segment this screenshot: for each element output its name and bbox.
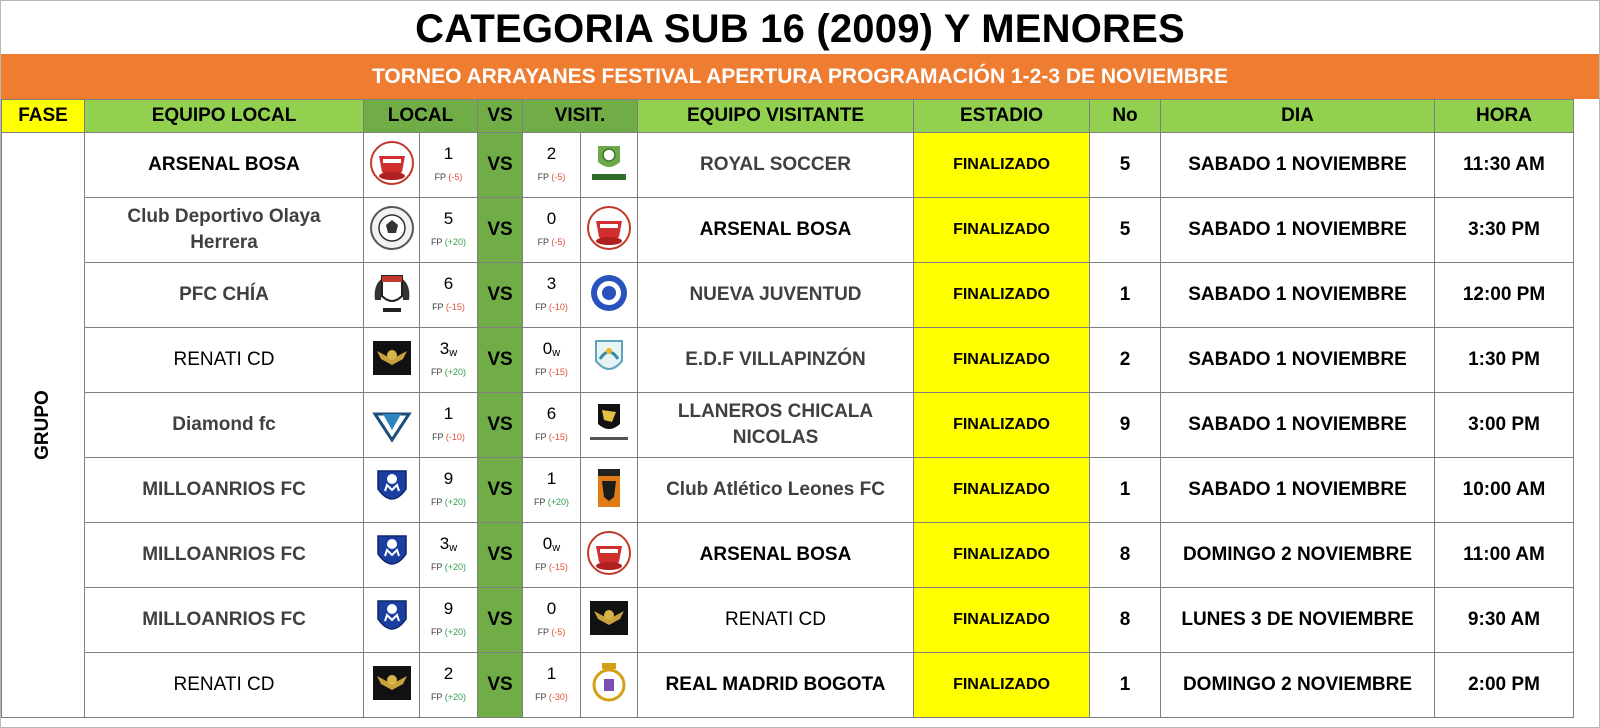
fp-label: FP <box>434 171 446 182</box>
local-fp-value: (+20) <box>444 366 467 377</box>
visit-fair-play <box>523 429 580 445</box>
diamond-fc-crest-icon <box>369 400 415 451</box>
visit-fair-play <box>523 559 580 575</box>
nueva-juventud-crest-icon <box>586 270 632 321</box>
fp-label: FP <box>430 626 443 637</box>
estadio-status: FINALIZADO <box>914 263 1090 328</box>
arsenal-bosa-crest-icon <box>586 205 632 256</box>
pfc-chia-crest-icon <box>369 270 415 321</box>
villapinzon-crest-icon <box>586 335 632 386</box>
fp-label: FP <box>430 236 443 247</box>
fp-label: FP <box>535 431 547 442</box>
local-score-value: 1 <box>443 403 454 423</box>
tournament-subtitle: TORNEO ARRAYANES FESTIVAL APERTURA PROGRAMACIÓN 1-2-3 DE NOVIEMBRE <box>1 54 1599 99</box>
fp-label: FP <box>432 431 444 442</box>
visit-fp-value: (-15) <box>548 561 568 572</box>
visit-score-value: 3 <box>546 273 557 293</box>
visit-team-name: Club Atlético Leones FC <box>638 458 914 523</box>
local-crest-cell <box>364 198 420 263</box>
local-fair-play <box>420 299 477 315</box>
local-crest-cell <box>364 458 420 523</box>
visit-crest-cell <box>581 133 638 198</box>
local-crest-cell <box>364 133 420 198</box>
visit-team-name: E.D.F VILLAPINZÓN <box>638 328 914 393</box>
local-score <box>420 273 477 296</box>
local-team-name: Diamond fc <box>85 393 364 458</box>
visit-score-value: 1 <box>546 468 557 488</box>
visit-team-name: ARSENAL BOSA <box>638 523 914 588</box>
local-score-value: 5 <box>443 208 454 228</box>
local-fair-play <box>420 234 477 250</box>
fp-label: FP <box>430 366 443 377</box>
visit-fp-value: (-5) <box>551 626 566 637</box>
fp-label: FP <box>535 691 547 702</box>
visit-score <box>523 273 580 296</box>
fase-label: GRUPO <box>32 390 53 460</box>
fase-cell <box>2 133 85 718</box>
vs-cell: VS <box>478 263 523 328</box>
match-day: SABADO 1 NOVIEMBRE <box>1161 263 1435 328</box>
local-score-value: 9 <box>443 468 454 488</box>
local-walkover-mark: w <box>449 346 458 359</box>
match-time: 11:00 AM <box>1435 523 1574 588</box>
fp-label: FP <box>430 496 443 507</box>
local-score-cell <box>420 458 478 523</box>
local-fair-play <box>420 364 477 380</box>
match-day: SABADO 1 NOVIEMBRE <box>1161 458 1435 523</box>
match-number: 9 <box>1090 393 1161 458</box>
fp-label: FP <box>533 496 546 507</box>
fp-label: FP <box>430 691 443 702</box>
visit-team-name: ARSENAL BOSA <box>638 198 914 263</box>
visit-crest-cell <box>581 328 638 393</box>
match-row <box>2 198 1574 263</box>
local-score-value: 2 <box>443 663 454 683</box>
match-time: 3:30 PM <box>1435 198 1574 263</box>
vs-cell: VS <box>478 198 523 263</box>
leones-crest-icon <box>586 465 632 516</box>
local-score-value: 1 <box>443 143 454 163</box>
header-vs: VS <box>478 100 523 133</box>
local-fp-value: (+20) <box>444 496 467 507</box>
match-time: 9:30 AM <box>1435 588 1574 653</box>
visit-score-value: 6 <box>546 403 557 423</box>
match-number: 1 <box>1090 458 1161 523</box>
visit-score <box>523 598 580 621</box>
match-day: DOMINGO 2 NOVIEMBRE <box>1161 653 1435 718</box>
visit-score-cell <box>523 653 581 718</box>
vs-cell: VS <box>478 328 523 393</box>
visit-score-value: 1 <box>546 663 557 683</box>
visit-crest-cell <box>581 458 638 523</box>
visit-score <box>523 143 580 166</box>
local-score <box>420 533 477 556</box>
local-fair-play <box>420 689 477 705</box>
local-fair-play <box>420 559 477 575</box>
header-fase: FASE <box>2 100 85 133</box>
renati-cd-crest-icon <box>369 660 415 711</box>
local-score <box>420 598 477 621</box>
local-score-cell <box>420 588 478 653</box>
visit-fp-value: (-5) <box>551 171 566 182</box>
header-row <box>2 100 1574 133</box>
match-number: 2 <box>1090 328 1161 393</box>
local-crest-cell <box>364 653 420 718</box>
visit-team-name: ROYAL SOCCER <box>638 133 914 198</box>
visit-fp-value: (-15) <box>548 366 568 377</box>
local-score <box>420 468 477 491</box>
local-crest-cell <box>364 588 420 653</box>
visit-score-cell <box>523 393 581 458</box>
fp-label: FP <box>535 301 547 312</box>
match-time: 3:00 PM <box>1435 393 1574 458</box>
visit-score <box>523 338 580 361</box>
local-score-cell <box>420 198 478 263</box>
match-table <box>1 99 1574 718</box>
visit-fp-value: (-30) <box>548 691 568 702</box>
royal-soccer-crest-icon <box>586 140 632 191</box>
local-team-name: RENATI CD <box>85 328 364 393</box>
local-score <box>420 208 477 231</box>
fp-label: FP <box>430 561 443 572</box>
visit-score-cell <box>523 523 581 588</box>
visit-score <box>523 533 580 556</box>
match-time: 1:30 PM <box>1435 328 1574 393</box>
match-number: 8 <box>1090 523 1161 588</box>
match-rows <box>2 133 1574 718</box>
local-score <box>420 663 477 686</box>
local-team-name: MILLOANRIOS FC <box>85 523 364 588</box>
header-no: No <box>1090 100 1161 133</box>
fp-label: FP <box>535 561 547 572</box>
local-score-cell <box>420 263 478 328</box>
millonarios-crest-icon <box>369 595 415 646</box>
header-equipo-local: EQUIPO LOCAL <box>85 100 364 133</box>
local-score-cell <box>420 133 478 198</box>
visit-fair-play <box>523 364 580 380</box>
local-score-cell <box>420 328 478 393</box>
visit-fair-play <box>523 299 580 315</box>
match-day: SABADO 1 NOVIEMBRE <box>1161 133 1435 198</box>
local-fair-play <box>420 494 477 510</box>
match-day: DOMINGO 2 NOVIEMBRE <box>1161 523 1435 588</box>
visit-score-cell <box>523 588 581 653</box>
visit-crest-cell <box>581 393 638 458</box>
local-crest-cell <box>364 263 420 328</box>
match-row <box>2 328 1574 393</box>
header-dia: DIA <box>1161 100 1435 133</box>
match-number: 8 <box>1090 588 1161 653</box>
visit-team-name: LLANEROS CHICALA NICOLAS <box>638 393 914 458</box>
visit-score-value: 0 <box>546 208 557 228</box>
local-score <box>420 403 477 426</box>
header-visit: VISIT. <box>523 100 638 133</box>
local-fp-value: (+20) <box>444 626 467 637</box>
local-fp-value: (-15) <box>445 301 465 312</box>
estadio-status: FINALIZADO <box>914 133 1090 198</box>
fp-label: FP <box>537 236 549 247</box>
visit-fair-play <box>523 494 580 510</box>
match-time: 10:00 AM <box>1435 458 1574 523</box>
local-fp-value: (-10) <box>445 431 465 442</box>
fp-label: FP <box>537 626 549 637</box>
visit-fair-play <box>523 689 580 705</box>
local-team-name: MILLOANRIOS FC <box>85 458 364 523</box>
local-score-cell <box>420 523 478 588</box>
local-score-value: 6 <box>443 273 454 293</box>
vs-cell: VS <box>478 653 523 718</box>
local-fp-value: (+20) <box>444 236 467 247</box>
estadio-status: FINALIZADO <box>914 588 1090 653</box>
fp-label: FP <box>535 366 547 377</box>
header-hora: HORA <box>1435 100 1574 133</box>
match-row <box>2 653 1574 718</box>
visit-crest-cell <box>581 263 638 328</box>
local-walkover-mark: w <box>449 541 458 554</box>
match-row <box>2 523 1574 588</box>
local-score-value: 3 <box>439 533 450 553</box>
match-day: SABADO 1 NOVIEMBRE <box>1161 393 1435 458</box>
match-day: SABADO 1 NOVIEMBRE <box>1161 328 1435 393</box>
visit-fair-play <box>523 624 580 640</box>
visit-score-cell <box>523 458 581 523</box>
visit-score-cell <box>523 133 581 198</box>
vs-cell: VS <box>478 393 523 458</box>
match-row <box>2 588 1574 653</box>
local-fair-play <box>420 624 477 640</box>
estadio-status: FINALIZADO <box>914 458 1090 523</box>
match-number: 5 <box>1090 133 1161 198</box>
match-row <box>2 458 1574 523</box>
visit-team-name: RENATI CD <box>638 588 914 653</box>
renati-cd-crest-icon <box>586 595 632 646</box>
local-fp-value: (-5) <box>448 171 463 182</box>
estadio-status: FINALIZADO <box>914 393 1090 458</box>
vs-cell: VS <box>478 133 523 198</box>
match-number: 1 <box>1090 263 1161 328</box>
fp-label: FP <box>432 301 444 312</box>
visit-crest-cell <box>581 653 638 718</box>
visit-team-name: REAL MADRID BOGOTA <box>638 653 914 718</box>
local-fair-play <box>420 169 477 185</box>
visit-crest-cell <box>581 198 638 263</box>
match-time: 2:00 PM <box>1435 653 1574 718</box>
match-day: SABADO 1 NOVIEMBRE <box>1161 198 1435 263</box>
visit-score-value: 0 <box>546 598 557 618</box>
match-row <box>2 263 1574 328</box>
match-number: 1 <box>1090 653 1161 718</box>
visit-team-name: NUEVA JUVENTUD <box>638 263 914 328</box>
visit-score <box>523 403 580 426</box>
visit-crest-cell <box>581 588 638 653</box>
match-row <box>2 393 1574 458</box>
local-crest-cell <box>364 523 420 588</box>
match-number: 5 <box>1090 198 1161 263</box>
renati-cd-crest-icon <box>369 335 415 386</box>
real-madrid-bogota-crest-icon <box>586 660 632 711</box>
visit-fp-value: (-10) <box>548 301 568 312</box>
local-team-name: Club Deportivo Olaya Herrera <box>85 198 364 263</box>
local-team-name: MILLOANRIOS FC <box>85 588 364 653</box>
olaya-herrera-crest-icon <box>369 205 415 256</box>
visit-crest-cell <box>581 523 638 588</box>
vs-cell: VS <box>478 588 523 653</box>
visit-fp-value: (+20) <box>547 496 570 507</box>
match-day: LUNES 3 DE NOVIEMBRE <box>1161 588 1435 653</box>
visit-fp-value: (-5) <box>551 236 566 247</box>
visit-score-value: 2 <box>546 143 557 163</box>
estadio-status: FINALIZADO <box>914 523 1090 588</box>
visit-score-value: 0 <box>542 338 553 358</box>
match-time: 12:00 PM <box>1435 263 1574 328</box>
local-fp-value: (+20) <box>444 691 467 702</box>
llaneros-bogota-crest-icon <box>586 400 632 451</box>
page-title: CATEGORIA SUB 16 (2009) Y MENORES <box>415 7 1185 51</box>
visit-score-cell <box>523 328 581 393</box>
local-team-name: ARSENAL BOSA <box>85 133 364 198</box>
local-team-name: PFC CHÍA <box>85 263 364 328</box>
local-score <box>420 143 477 166</box>
visit-walkover-mark: w <box>552 541 561 554</box>
header-local: LOCAL <box>364 100 478 133</box>
arsenal-bosa-crest-icon <box>369 140 415 191</box>
header-equipo-visitante: EQUIPO VISITANTE <box>638 100 914 133</box>
vs-cell: VS <box>478 523 523 588</box>
visit-walkover-mark: w <box>552 346 561 359</box>
visit-score-cell <box>523 263 581 328</box>
estadio-status: FINALIZADO <box>914 198 1090 263</box>
local-crest-cell <box>364 328 420 393</box>
visit-fair-play <box>523 169 580 185</box>
vs-cell: VS <box>478 458 523 523</box>
visit-score-value: 0 <box>542 533 553 553</box>
estadio-status: FINALIZADO <box>914 328 1090 393</box>
millonarios-crest-icon <box>369 530 415 581</box>
local-score <box>420 338 477 361</box>
arsenal-bosa-crest-icon <box>586 530 632 581</box>
local-score-value: 9 <box>443 598 454 618</box>
local-team-name: RENATI CD <box>85 653 364 718</box>
local-score-value: 3 <box>439 338 450 358</box>
visit-score <box>523 663 580 686</box>
local-score-cell <box>420 653 478 718</box>
match-row <box>2 133 1574 198</box>
local-crest-cell <box>364 393 420 458</box>
visit-score <box>523 468 580 491</box>
header-estadio: ESTADIO <box>914 100 1090 133</box>
estadio-status: FINALIZADO <box>914 653 1090 718</box>
visit-score <box>523 208 580 231</box>
visit-fair-play <box>523 234 580 250</box>
local-fp-value: (+20) <box>444 561 467 572</box>
fp-label: FP <box>537 171 549 182</box>
match-time: 11:30 AM <box>1435 133 1574 198</box>
visit-score-cell <box>523 198 581 263</box>
local-score-cell <box>420 393 478 458</box>
visit-fp-value: (-15) <box>548 431 568 442</box>
millonarios-crest-icon <box>369 465 415 516</box>
local-fair-play <box>420 429 477 445</box>
